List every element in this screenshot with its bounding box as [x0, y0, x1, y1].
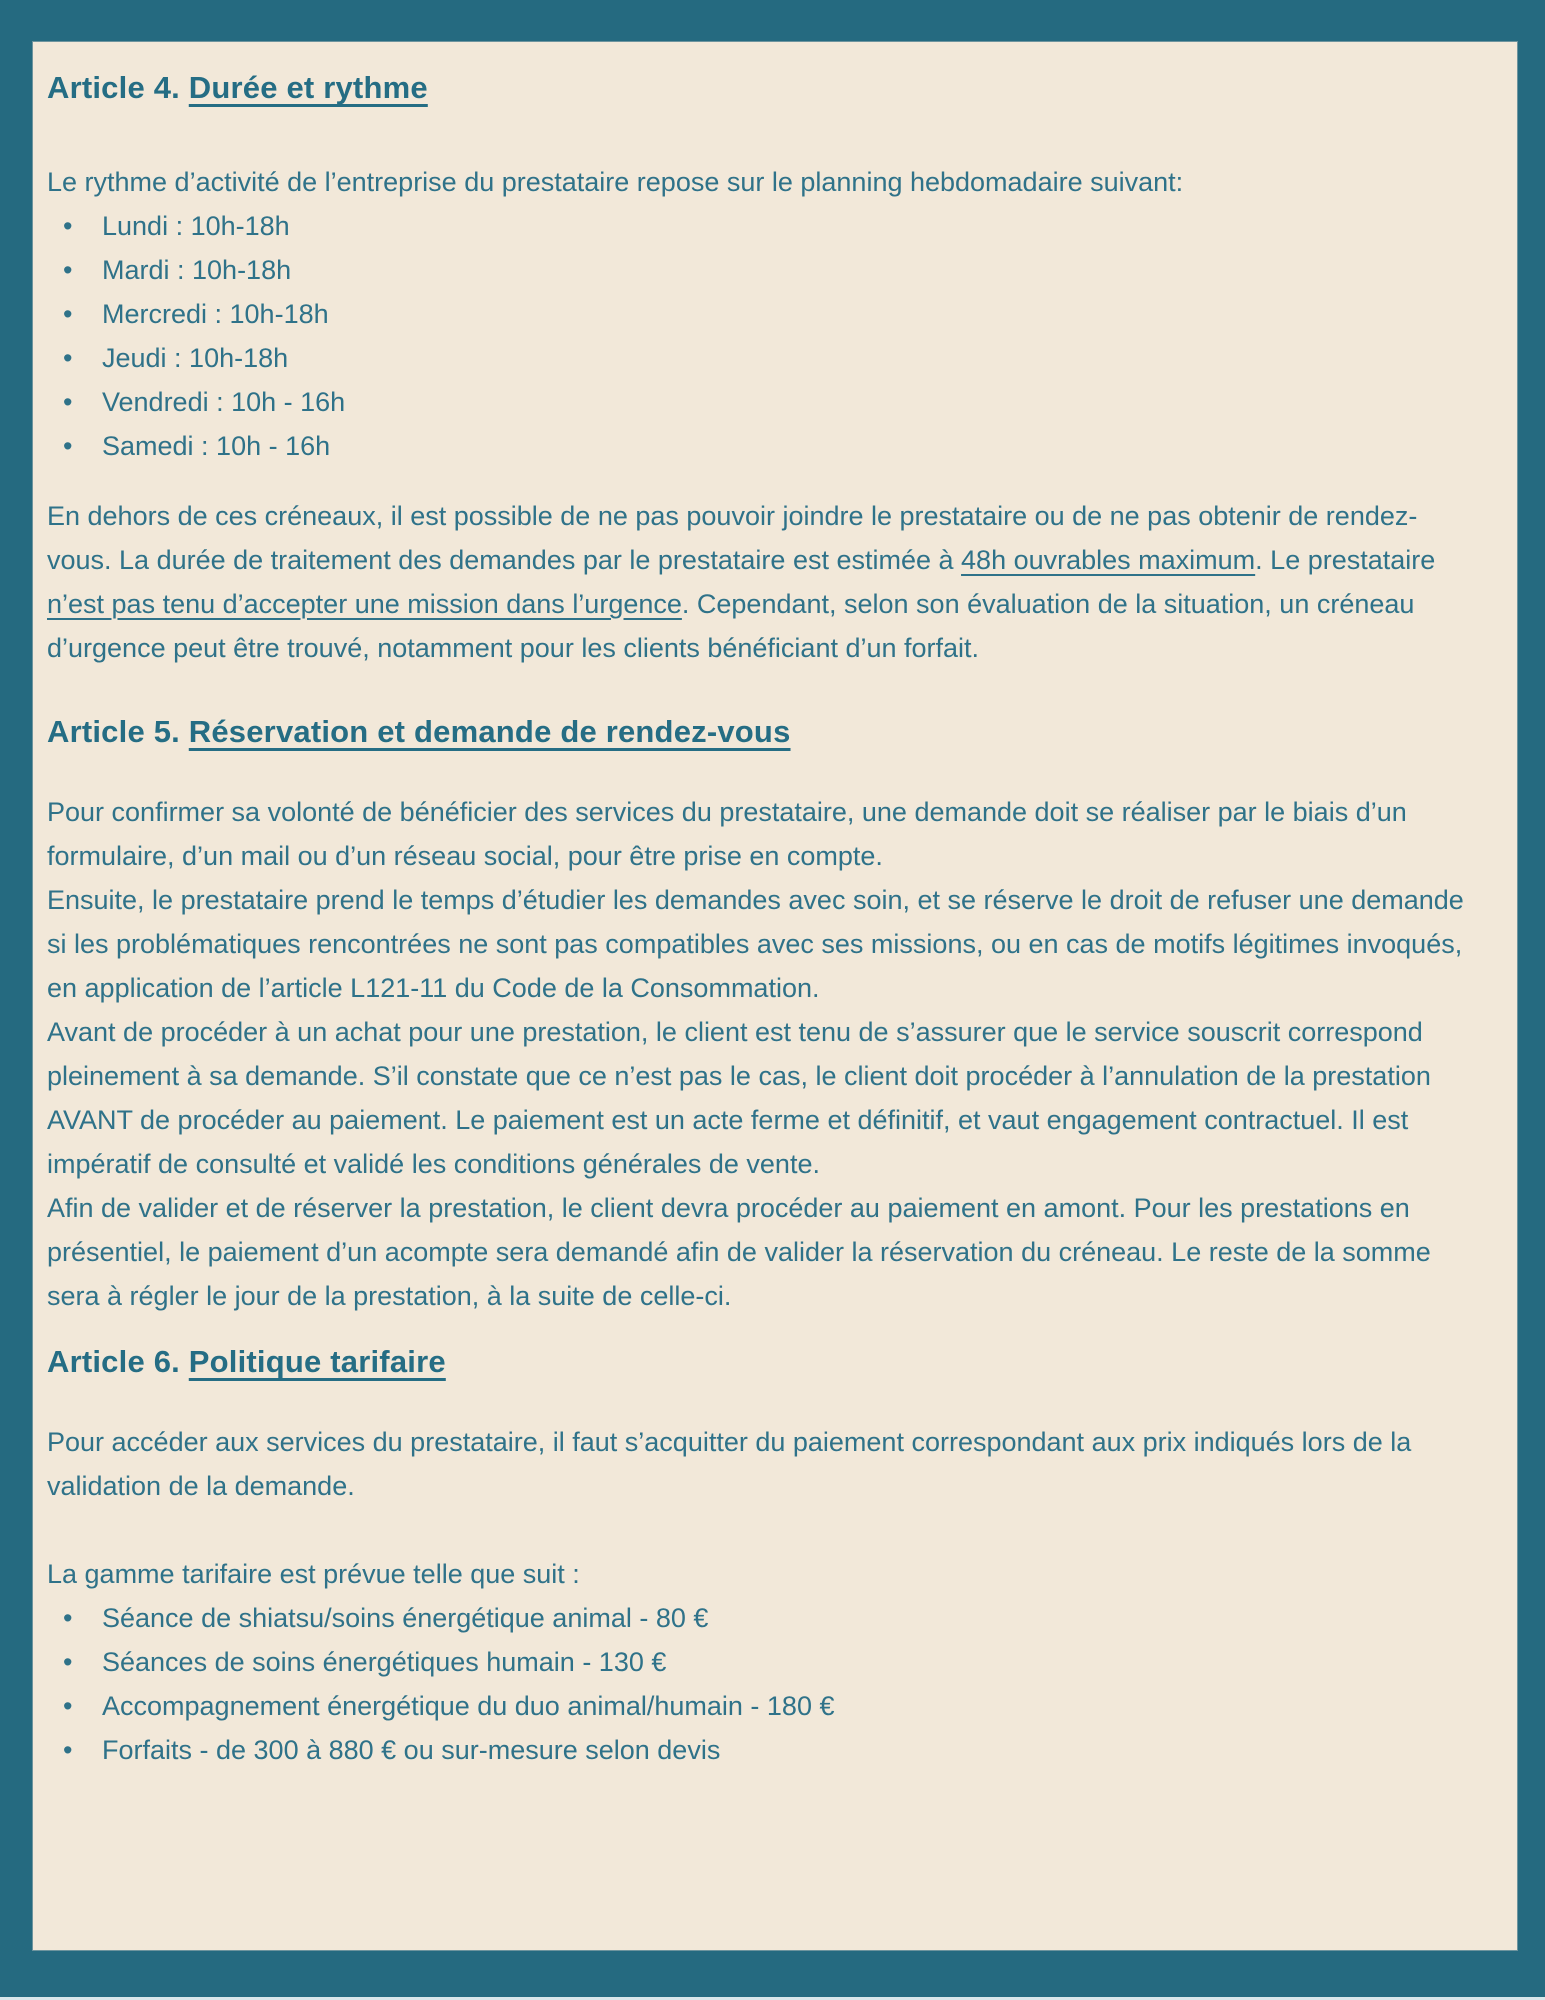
closing-underlined-phrase: n’est pas tenu d’accepter une mission dans l’urgence	[47, 589, 682, 619]
article-5-heading	[47, 712, 1467, 752]
article-5-paragraph: Avant de procéder à un achat pour une prestation, le client est tenu de s’assurer que le service souscrit correspond pleinement à sa demande. S’il constate que ce n’est pas le cas, le client doit procéder à l’annulation de la prestation AVANT de procéder au paiement. Le paiement est un acte ferme et définitif, et vaut engagement contractuel. Il est impératif de consulté et validé les conditions générales de vente.	[47, 1017, 1431, 1179]
article-5-paragraph: Afin de valider et de réserver la prestation, le client devra procéder au paiement en amont. Pour les prestations en présentiel, le paiement d’un acompte sera demandé afin de valider la réservation du créneau. Le reste de la somme sera à régler le jour de la prestation, à la suite de celle-ci.	[47, 1193, 1431, 1311]
article-4-heading-prefix: Article 4.	[47, 70, 189, 105]
document-panel	[33, 42, 1517, 1950]
schedule-item: • Samedi : 10h - 16h	[63, 424, 1467, 468]
tariff-item: • Séance de shiatsu/soins énergétique animal - 80 €	[63, 1596, 1467, 1640]
schedule-item: • Mercredi : 10h-18h	[63, 292, 1467, 336]
tariff-item: • Séances de soins énergétiques humain - 130 €	[63, 1640, 1467, 1684]
tariff-item: • Accompagnement énergétique du duo animal/humain - 180 €	[63, 1684, 1467, 1728]
tariff-item: • Forfaits - de 300 à 880 € ou sur-mesure selon devis	[63, 1728, 1467, 1772]
article-6-heading	[47, 1342, 1467, 1382]
article-5-paragraph: Ensuite, le prestataire prend le temps d’étudier les demandes avec soin, et se réserve le droit de refuser une demande si les problématiques rencontrées ne sont pas compatibles avec ses missions, ou en cas de motifs légitimes invoqués, en application de l’article L121-11 du Code de la Consommation.	[47, 885, 1464, 1003]
schedule-list	[47, 204, 1467, 468]
article-6-heading-prefix: Article 6.	[47, 1344, 189, 1379]
closing-underlined-phrase: 48h ouvrables maximum	[961, 545, 1256, 575]
article-6-paragraph: Pour accéder aux services du prestataire, il faut s’acquitter du paiement correspondant aux prix indiqués lors de la validation de la demande.	[47, 1427, 1412, 1501]
closing-segment: . Cependant, selon son évaluation de la situation, un créneau d’urgence peut être trouvé, notamment pour les clients bénéficiant d’un forfait.	[47, 589, 1415, 663]
tariff-list	[47, 1596, 1467, 1772]
article-5-heading-prefix: Article 5.	[47, 714, 189, 749]
article-4-heading-title: Durée et rythme	[188, 70, 428, 105]
article-4-closing	[47, 494, 1467, 670]
document-content	[33, 42, 1517, 1772]
article-4-intro: Le rythme d’activité de l’entreprise du prestataire repose sur le planning hebdomadaire suivant:	[47, 167, 1184, 197]
article-6-paragraph: La gamme tarifaire est prévue telle que suit :	[47, 1559, 580, 1589]
article-5-heading-title: Réservation et demande de rendez-vous	[188, 714, 791, 749]
article-6-heading-title: Politique tarifaire	[188, 1344, 446, 1379]
closing-segment: . Le prestataire	[1255, 545, 1436, 575]
schedule-item: • Jeudi : 10h-18h	[63, 336, 1467, 380]
article-4-heading	[47, 68, 1467, 108]
article-5-paragraph: Pour confirmer sa volonté de bénéficier des services du prestataire, une demande doit se réaliser par le biais d’un formulaire, d’un mail ou d’un réseau social, pour être prise en compte.	[47, 797, 1407, 871]
schedule-item: • Lundi : 10h-18h	[63, 204, 1467, 248]
schedule-item: • Vendredi : 10h - 16h	[63, 380, 1467, 424]
closing-segment: En dehors de ces créneaux, il est possible de ne pas pouvoir joindre le prestataire ou de ne pas obtenir de rendez-vous. La durée de traitement des demandes par le prestataire est estimée à	[47, 501, 1418, 575]
schedule-item: • Mardi : 10h-18h	[63, 248, 1467, 292]
